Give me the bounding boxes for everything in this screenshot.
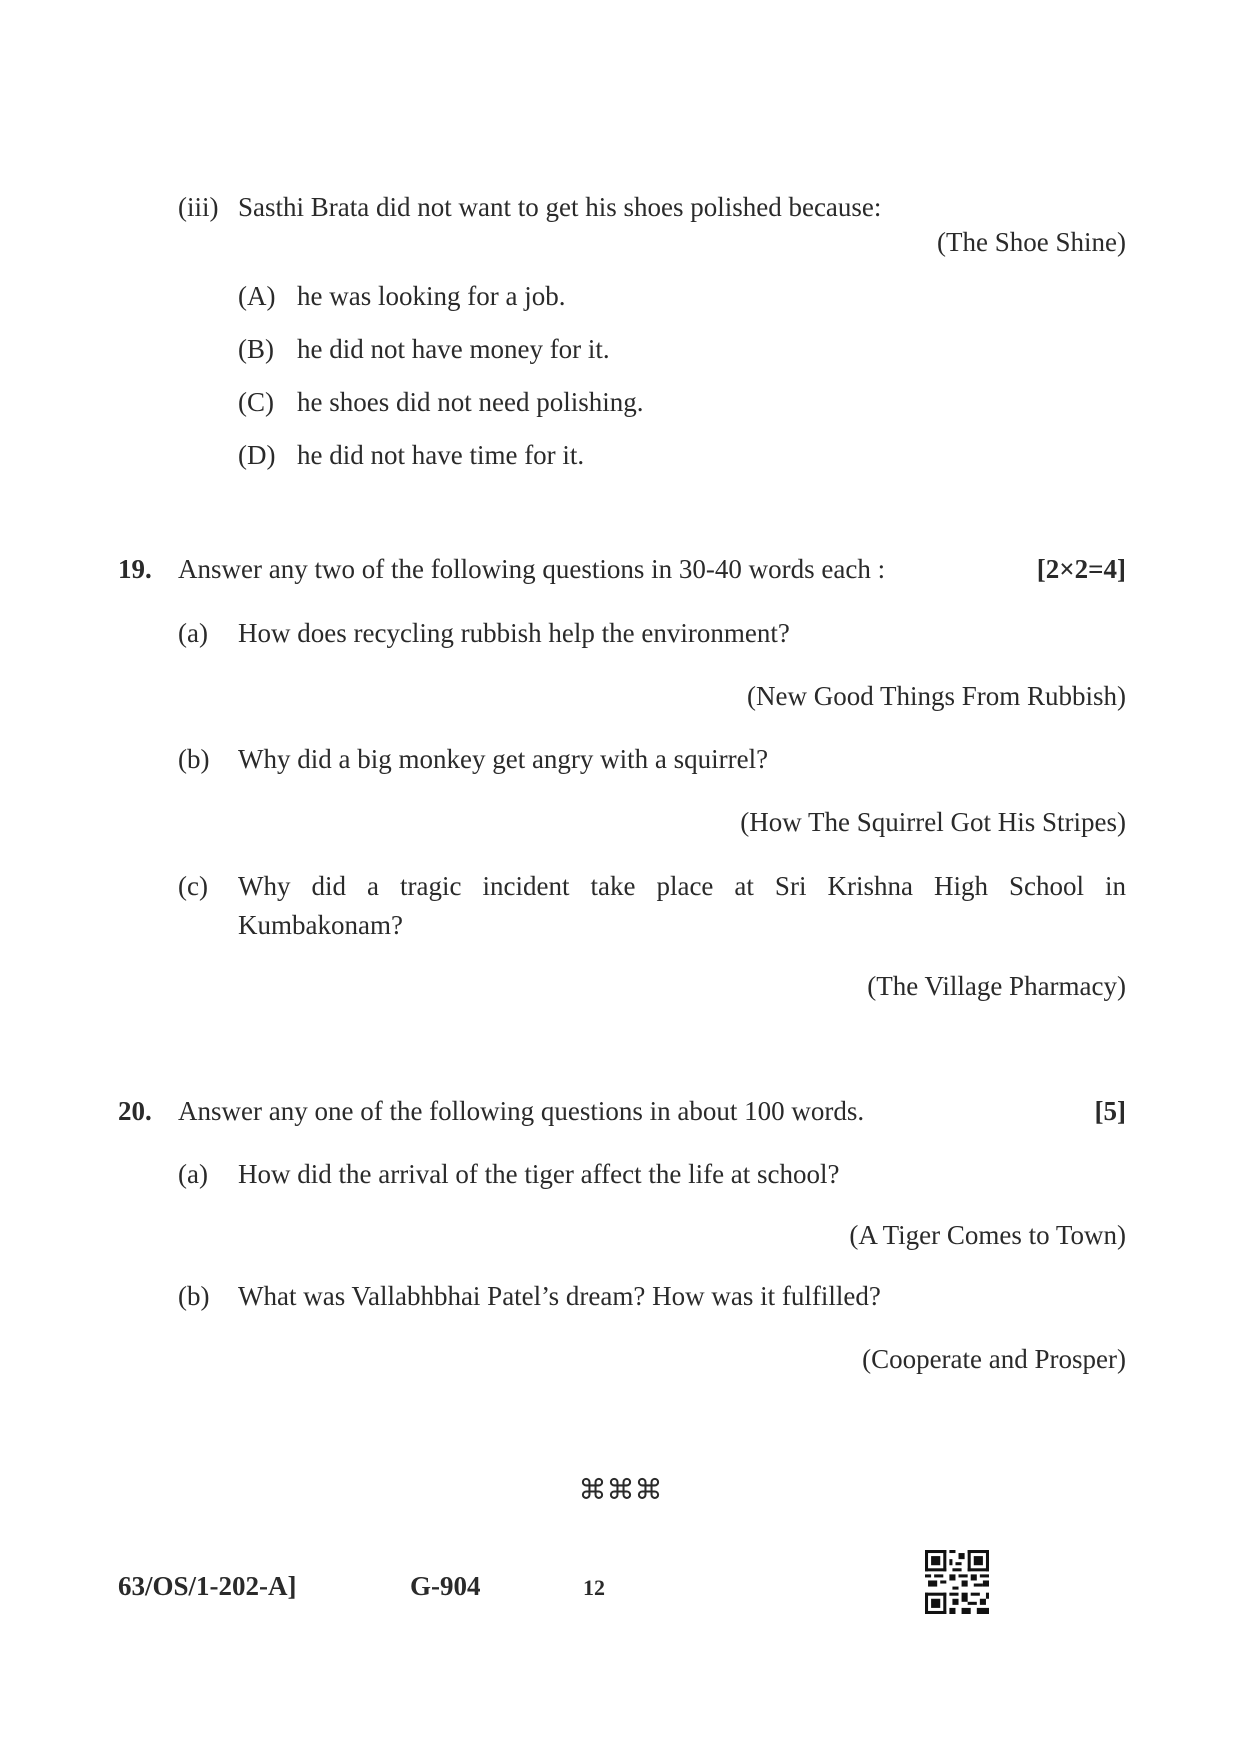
q19-a-label: (a) bbox=[178, 618, 208, 648]
q20-b-source: (Cooperate and Prosper) bbox=[862, 1344, 1126, 1374]
q18-option-b-text: he did not have money for it. bbox=[297, 334, 610, 364]
q19-a-source: (New Good Things From Rubbish) bbox=[746, 681, 1126, 711]
q20-number: 20. bbox=[118, 1096, 152, 1126]
footer-series: G-904 bbox=[410, 1571, 481, 1601]
footer-code: 63/OS/1-202-A] bbox=[118, 1571, 297, 1601]
q20-b-label: (b) bbox=[178, 1281, 210, 1311]
q19-number: 19. bbox=[118, 554, 152, 584]
q19-a-text: How does recycling rubbish help the environment? bbox=[238, 618, 790, 648]
q19-b-source: (How The Squirrel Got His Stripes) bbox=[740, 807, 1126, 837]
q19-c-text-line2: Kumbakonam? bbox=[238, 910, 403, 940]
q19-b-label: (b) bbox=[178, 744, 210, 774]
end-marker: ⌘⌘⌘ bbox=[578, 1473, 663, 1506]
q18-option-d-text: he did not have time for it. bbox=[297, 440, 585, 470]
q20-a-label: (a) bbox=[178, 1159, 208, 1189]
q19-marks: [2×2=4] bbox=[1036, 554, 1126, 584]
q20-b-text: What was Vallabhbhai Patel’s dream? How was it fulfilled? bbox=[238, 1281, 881, 1311]
q20-instruction: Answer any one of the following questions in about 100 words. bbox=[178, 1096, 865, 1126]
q19-instruction: Answer any two of the following questions in 30-40 words each : bbox=[178, 554, 886, 584]
q18-source: (The Shoe Shine) bbox=[937, 227, 1126, 257]
q18-option-c-text: he shoes did not need polishing. bbox=[297, 387, 644, 417]
q19-c-source: (The Village Pharmacy) bbox=[867, 971, 1126, 1001]
qr-code-icon bbox=[925, 1550, 989, 1614]
q19-c-label: (c) bbox=[178, 871, 208, 901]
q18-option-c-label: (C) bbox=[238, 387, 274, 417]
q18-option-a-text: he was looking for a job. bbox=[297, 281, 566, 311]
q18-option-d-label: (D) bbox=[238, 440, 276, 470]
footer-page-number: 12 bbox=[583, 1575, 605, 1600]
q20-a-text: How did the arrival of the tiger affect the life at school? bbox=[238, 1159, 840, 1189]
q19-b-text: Why did a big monkey get angry with a squirrel? bbox=[238, 744, 769, 774]
q18-sub-label: (iii) bbox=[178, 192, 219, 222]
q18-option-b-label: (B) bbox=[238, 334, 274, 364]
q18-question: Sasthi Brata did not want to get his shoes polished because: bbox=[238, 192, 882, 222]
q18-option-a-label: (A) bbox=[238, 281, 276, 311]
q20-marks: [5] bbox=[1094, 1096, 1126, 1126]
q20-a-source: (A Tiger Comes to Town) bbox=[849, 1220, 1126, 1250]
q19-c-text-line1: Why did a tragic incident take place at Sri Krishna High School in bbox=[238, 871, 1126, 901]
